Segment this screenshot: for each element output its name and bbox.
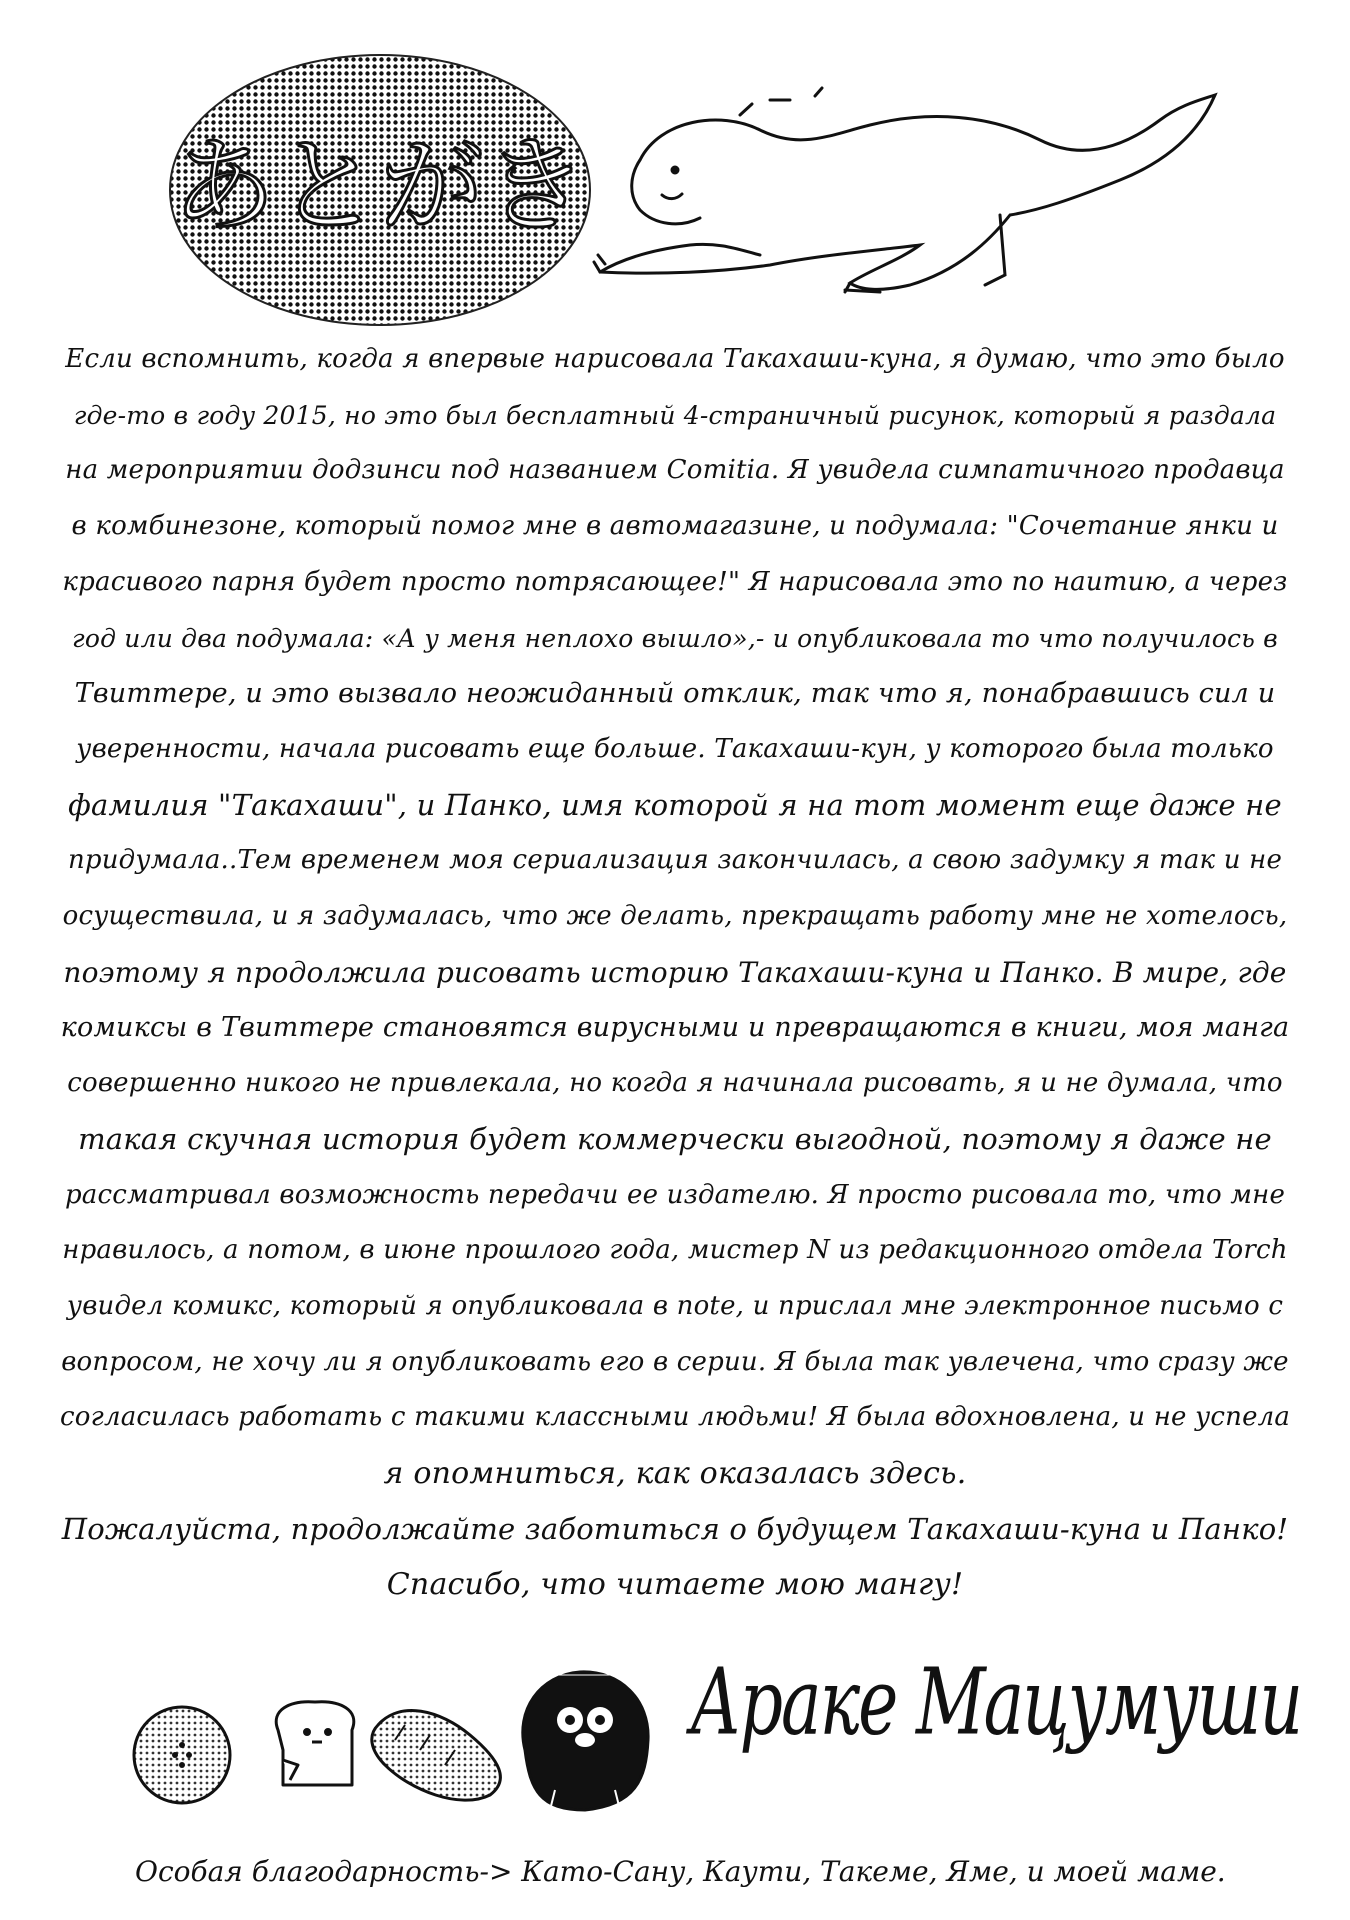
baguette-icon (372, 1711, 501, 1801)
closing-line: Спасибо, что читаете мою мангу! (386, 1567, 964, 1603)
text-line: уверенности, начала рисовать еще больше. Такахаши-кун, у которого была только (76, 733, 1274, 764)
text-line: комиксы в Твиттере становятся вирусными и превращаются в книги, моя манга (60, 1012, 1290, 1044)
title-logo: あとがき (171, 125, 589, 247)
author-signature: Араке Мацумуши (690, 1650, 1302, 1757)
text-line: совершенно никого не привлекала, но когда я начинала рисовать, я и не думала, что (67, 1068, 1283, 1099)
text-line: рассматривал возможность передачи ее издателю. Я просто рисовала то, что мне (64, 1179, 1286, 1210)
text-line: на мероприятии додзинси под названием Comitia. Я увидела симпатичного продавца (65, 455, 1285, 486)
bun-icon (134, 1707, 230, 1803)
text-line: в комбинезоне, который помог мне в автомагазине, и подумала: "Сочетание янки и (71, 511, 1279, 542)
toast-icon (276, 1702, 354, 1785)
text-line: вопросом, не хочу ли я опубликовать его в серии. Я была так увлечена, что сразу же (61, 1346, 1289, 1377)
text-line: год или два подумала: «А у меня неплохо вышло»,- и опубликовала то что получилось в (72, 623, 1278, 653)
closing-line: Пожалуйста, продолжайте заботиться о будущем Такахаши-куна и Панко! (61, 1511, 1289, 1546)
special-thanks: Особая благодарность-> Като-Сану, Каути, Такеме, Яме, и моей маме. (135, 1855, 1226, 1888)
text-line: придумала..Тем временем моя сериализация закончилась, а свою задумку я так и не (67, 845, 1283, 876)
text-line: где-то в году 2015, но это был бесплатный 4-страничный рисунок, который я раздала (73, 400, 1277, 430)
creature-icon (523, 1672, 648, 1810)
text-line: Твиттере, и это вызвало неожиданный отклик, так что я, понабравшись сил и (74, 678, 1276, 710)
header-art (0, 0, 1350, 340)
text-line: я опомниться, как оказалась здесь. (383, 1456, 967, 1492)
text-line: нравилось, а потом, в июне прошлого года, мистер N из редакционного отдела Torch (62, 1235, 1288, 1266)
text-line: фамилия "Такахаши", и Панко, имя которой я на тот момент еще даже не (68, 787, 1282, 822)
text-line: увидел комикс, который я опубликовала в note, и прислал мне электронное письмо с (66, 1290, 1284, 1321)
text-line: такая скучная история будет коммерчески выгодной, поэтому я даже не (78, 1121, 1272, 1156)
text-line: осуществила, и я задумалась, что же делать, прекращать работу мне не хотелось, (62, 901, 1288, 932)
header (0, 0, 1350, 340)
afterword-text (60, 332, 1290, 1613)
text-line: красивого парня будет просто потрясающее!" Я нарисовала это по наитию, а через (62, 566, 1288, 597)
stretching-dog-illustration (594, 88, 1215, 292)
text-line: поэтому я продолжила рисовать историю Такахаши-куна и Панко. В мире, где (63, 955, 1287, 989)
text-line: согласилась работать с такими классными людьми! Я была вдохновлена, и не успела (60, 1402, 1291, 1433)
text-line: Если вспомнить, когда я впервые нарисовала Такахаши-куна, я думаю, что это было (65, 344, 1285, 374)
